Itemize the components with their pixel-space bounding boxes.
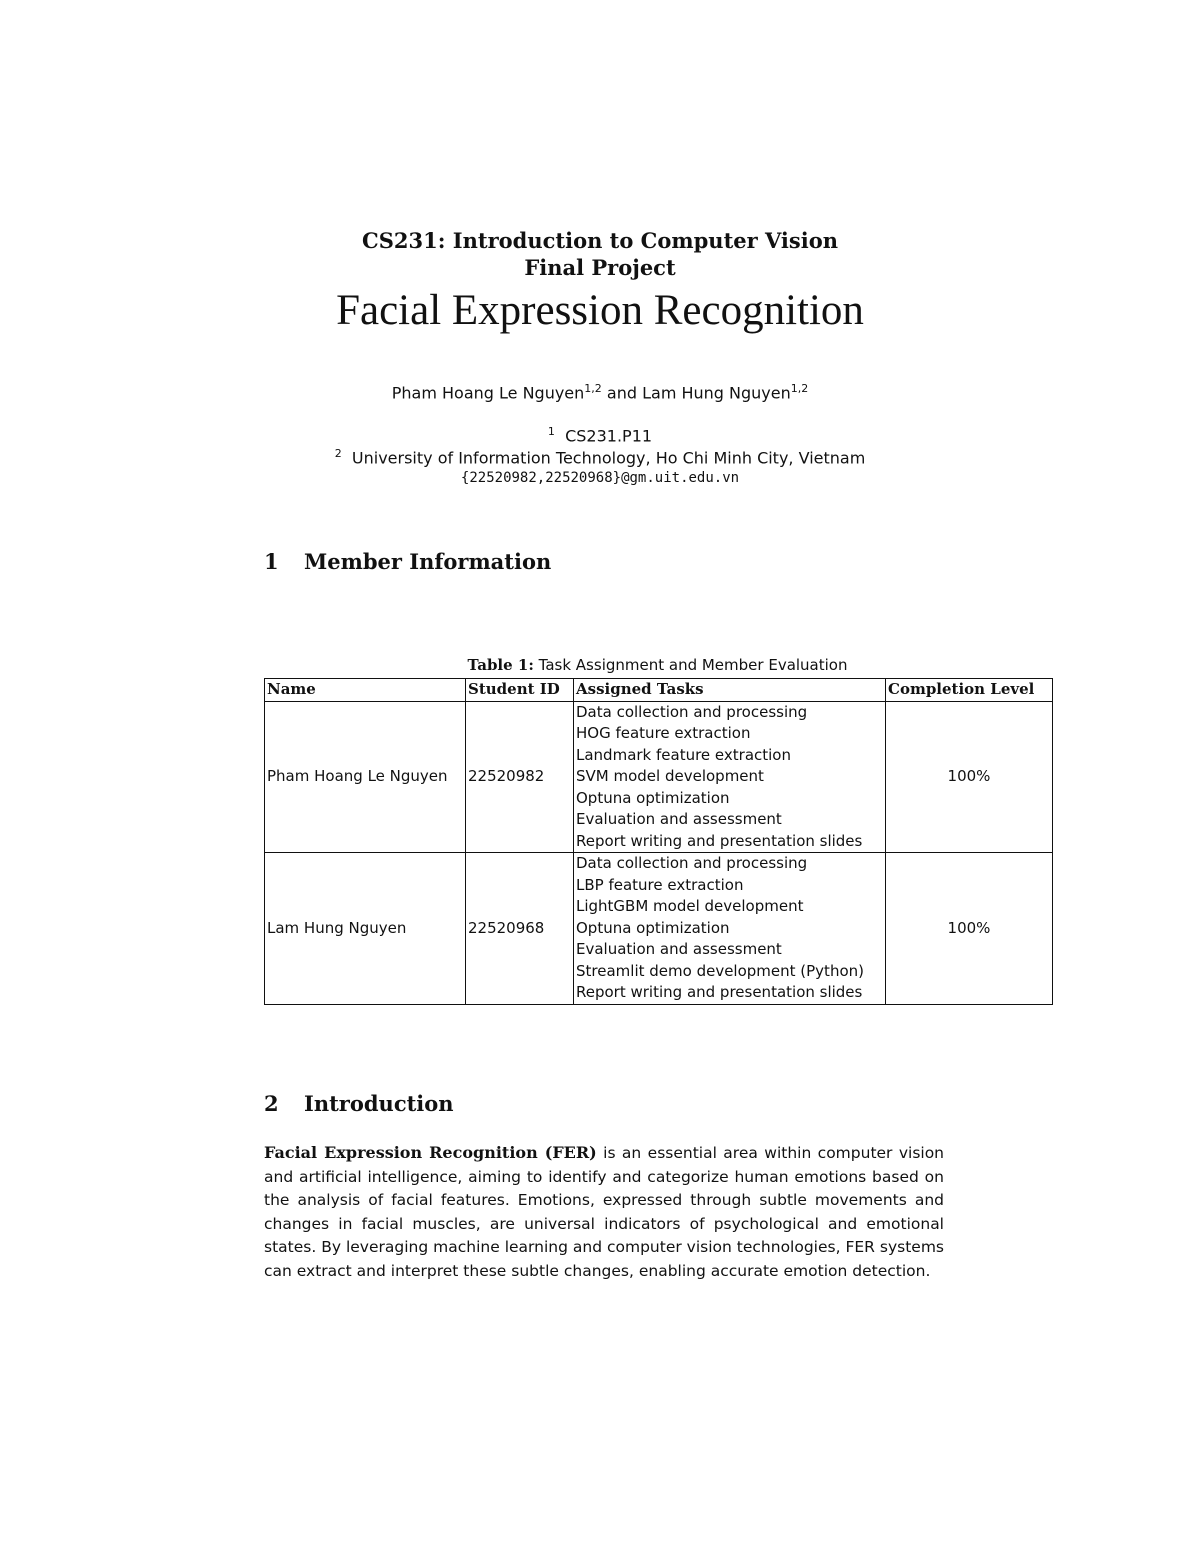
affiliation-2-text: University of Information Technology, Ho Chi Minh City, Vietnam bbox=[351, 448, 866, 468]
intro-bold-lead: Facial Expression Recognition (FER) bbox=[264, 1143, 597, 1162]
task-item: Evaluation and assessment bbox=[576, 810, 782, 828]
email-line: {22520982,22520968}@gm.uit.edu.vn bbox=[460, 470, 740, 486]
author-1-sup: 1,2 bbox=[584, 382, 602, 395]
table-row bbox=[265, 701, 1053, 853]
student-id: 22520982 bbox=[466, 701, 574, 853]
affiliation-1-text: CS231.P11 bbox=[565, 426, 653, 446]
section-2-heading bbox=[264, 1091, 454, 1116]
author-line bbox=[0, 382, 1200, 402]
task-item: HOG feature extraction bbox=[576, 724, 751, 742]
table-caption-text: Task Assignment and Member Evaluation bbox=[538, 656, 848, 674]
task-item: LightGBM model development bbox=[576, 897, 804, 915]
affiliation-1-sup: 1 bbox=[547, 425, 555, 438]
table-caption-label: Table 1: bbox=[467, 656, 534, 674]
member-name: Pham Hoang Le Nguyen bbox=[265, 701, 466, 853]
author-and: and bbox=[606, 383, 637, 403]
table-caption bbox=[0, 656, 1200, 674]
assigned-tasks bbox=[574, 701, 886, 853]
task-item: Optuna optimization bbox=[576, 918, 730, 937]
section-1-heading bbox=[264, 549, 551, 574]
student-id: 22520968 bbox=[466, 853, 574, 1005]
introduction-paragraph bbox=[264, 1141, 944, 1284]
author-2-sup: 1,2 bbox=[790, 382, 809, 395]
task-item: Report writing and presentation slides bbox=[576, 831, 863, 850]
task-item: Data collection and processing bbox=[576, 702, 808, 721]
affiliation-2 bbox=[0, 447, 1200, 467]
affiliation-1 bbox=[0, 425, 1200, 445]
completion-level: 100% bbox=[886, 701, 1053, 853]
paper-title: Facial Expression Recognition bbox=[336, 287, 864, 334]
section-1-title: Member Information bbox=[304, 549, 552, 574]
task-item: SVM model development bbox=[576, 767, 764, 785]
task-item: Evaluation and assessment bbox=[576, 940, 782, 958]
author-2: Lam Hung Nguyen bbox=[642, 383, 791, 403]
section-2-number: 2 bbox=[264, 1091, 279, 1116]
course-title: CS231: Introduction to Computer Vision bbox=[362, 228, 838, 253]
task-item: Data collection and processing bbox=[576, 854, 808, 872]
header-assigned-tasks: Assigned Tasks bbox=[574, 679, 886, 702]
assigned-tasks bbox=[574, 853, 886, 1005]
completion-level: 100% bbox=[886, 853, 1053, 1005]
table-header-row bbox=[265, 679, 1053, 702]
author-1: Pham Hoang Le Nguyen bbox=[391, 383, 585, 403]
intro-text: is an essential area within computer vision and artificial intelligence, aiming to identify and categorize human emotions based on the analysis of facial features. Emotions, expressed through subtle movements and changes in facial muscles, are universal indicators of psychological and emotional states. By leveraging machine learning and computer vision technologies, FER systems can extract and interpret these subtle changes, enabling accurate emotion detection. bbox=[264, 1144, 945, 1280]
task-item: Landmark feature extraction bbox=[576, 745, 791, 764]
task-item: Report writing and presentation slides bbox=[576, 983, 863, 1001]
member-name: Lam Hung Nguyen bbox=[265, 853, 466, 1005]
header-name: Name bbox=[265, 679, 466, 702]
task-item: Optuna optimization bbox=[576, 788, 730, 807]
task-assignment-table bbox=[264, 678, 1053, 1005]
section-1-number: 1 bbox=[264, 549, 279, 574]
task-item: LBP feature extraction bbox=[576, 875, 744, 894]
project-label: Final Project bbox=[524, 255, 676, 280]
header-completion-level: Completion Level bbox=[886, 679, 1053, 702]
header-student-id: Student ID bbox=[466, 679, 574, 702]
section-2-title: Introduction bbox=[304, 1091, 454, 1116]
task-item: Streamlit demo development (Python) bbox=[576, 961, 864, 980]
affiliation-2-sup: 2 bbox=[334, 447, 342, 460]
table-row bbox=[265, 853, 1053, 1005]
